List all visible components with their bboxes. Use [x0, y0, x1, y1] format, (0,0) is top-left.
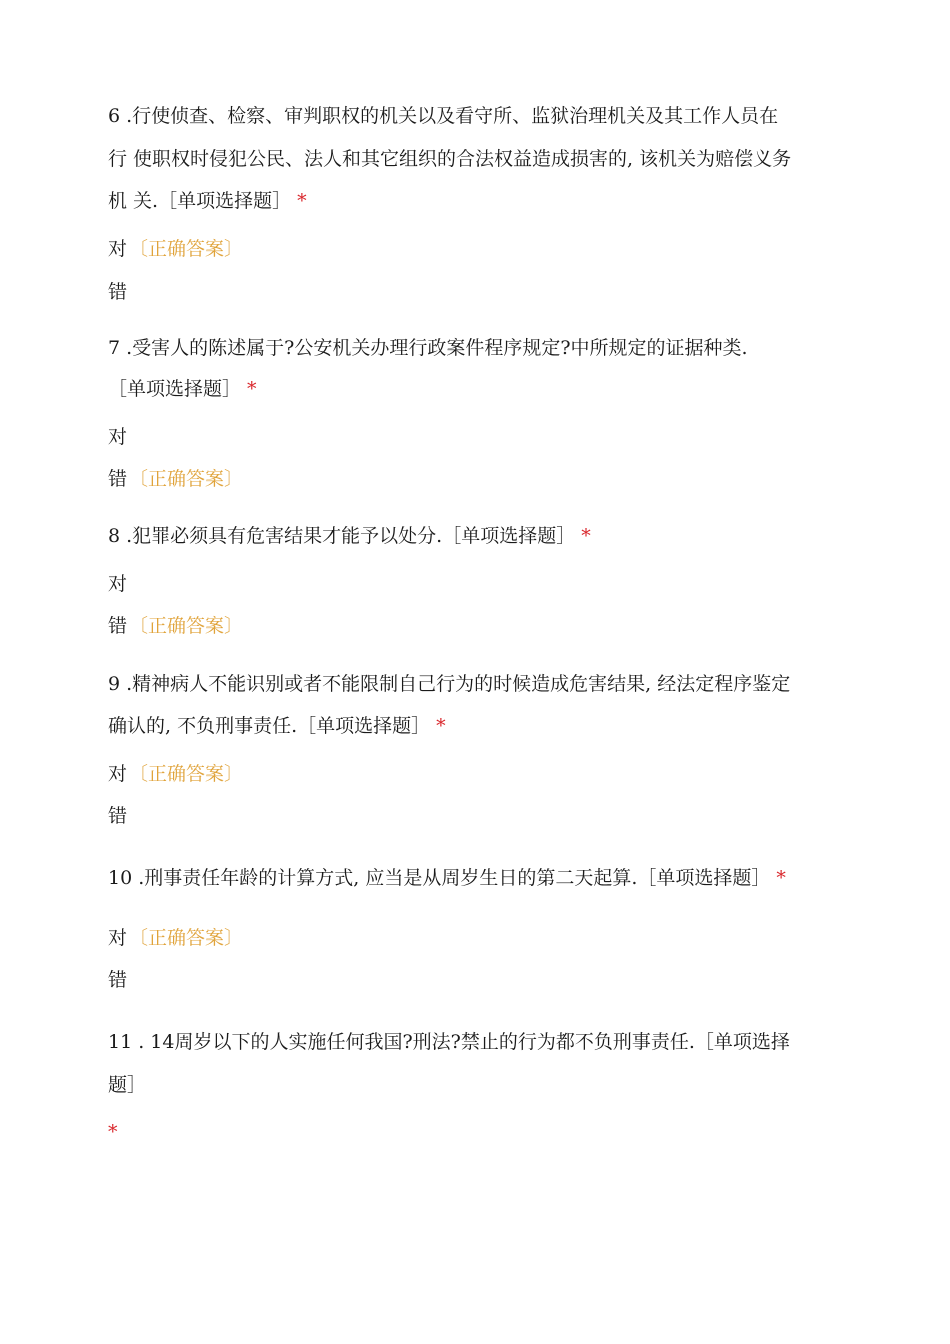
question-11-required-line — [108, 1120, 118, 1144]
question-9-text-line-2 — [108, 714, 446, 738]
required-asterisk: * — [297, 190, 307, 212]
question-8-option-true[interactable] — [108, 572, 127, 596]
question-10-option-true[interactable] — [108, 926, 243, 950]
question-8-text-line-1-text: 8 .犯罪必须具有危害结果才能予以处分.［单项选择题］ — [108, 525, 576, 547]
option-label: 错 — [108, 969, 128, 991]
option-label: 错 — [108, 468, 128, 490]
question-6-text-line-3 — [108, 189, 307, 213]
question-8-option-false[interactable] — [108, 614, 243, 638]
question-11-text-line-2: 题］ — [108, 1074, 147, 1096]
option-label: 错 — [108, 805, 128, 827]
option-label: 错 — [108, 615, 128, 637]
question-6-text-line-1: 6 .行使侦查、检察、审判职权的机关以及看守所、监狱治理机关及其工作人员在 — [108, 105, 779, 127]
question-10-option-false[interactable] — [108, 968, 127, 992]
option-label: 对 — [108, 238, 128, 260]
required-asterisk: * — [108, 1121, 118, 1143]
question-6-option-false[interactable] — [108, 280, 127, 304]
question-9-text-line-1: 9 .精神病人不能识别或者不能限制自己行为的时候造成危害结果, 经法定程序鉴定 — [108, 673, 791, 695]
required-asterisk: * — [436, 715, 446, 737]
question-7-text-line-2 — [108, 377, 257, 401]
correct-answer-tag: 〔正确答案〕 — [129, 615, 244, 637]
question-7-text-line-2-text: ［单项选择题］ — [108, 378, 242, 400]
option-label: 对 — [108, 763, 128, 785]
question-11-text-line-1: 11 . 14周岁以下的人实施任何我国?刑法?禁止的行为都不负刑事责任.［单项选择 — [108, 1031, 790, 1053]
question-7-option-false[interactable] — [108, 467, 243, 491]
option-label: 对 — [108, 573, 128, 595]
required-asterisk: * — [581, 525, 591, 547]
question-9-option-false[interactable] — [108, 804, 127, 828]
question-6-text-line-3-text: 机 关.［单项选择题］ — [108, 190, 292, 212]
question-6-option-true[interactable] — [108, 237, 243, 261]
required-asterisk: * — [776, 867, 786, 889]
question-8-text-line-1 — [108, 524, 591, 548]
option-label: 对 — [108, 426, 128, 448]
question-10-text-line-1-text: 10 .刑事责任年龄的计算方式, 应当是从周岁生日的第二天起算.［单项选择题］ — [108, 867, 771, 889]
required-asterisk: * — [247, 378, 257, 400]
question-6-text-line-2: 行 使职权时侵犯公民、法人和其它组织的合法权益造成损害的, 该机关为赔偿义务 — [108, 148, 792, 170]
question-7-option-true[interactable] — [108, 425, 127, 449]
correct-answer-tag: 〔正确答案〕 — [129, 763, 244, 785]
correct-answer-tag: 〔正确答案〕 — [129, 468, 244, 490]
option-label: 对 — [108, 927, 128, 949]
question-9-option-true[interactable] — [108, 762, 243, 786]
correct-answer-tag: 〔正确答案〕 — [129, 238, 244, 260]
correct-answer-tag: 〔正确答案〕 — [129, 927, 244, 949]
option-label: 错 — [108, 281, 128, 303]
question-9-text-line-2-text: 确认的, 不负刑事责任.［单项选择题］ — [108, 715, 431, 737]
question-7-text-line-1: 7 .受害人的陈述属于?公安机关办理行政案件程序规定?中所规定的证据种类. — [108, 337, 748, 359]
question-10-text-line-1 — [108, 866, 786, 890]
